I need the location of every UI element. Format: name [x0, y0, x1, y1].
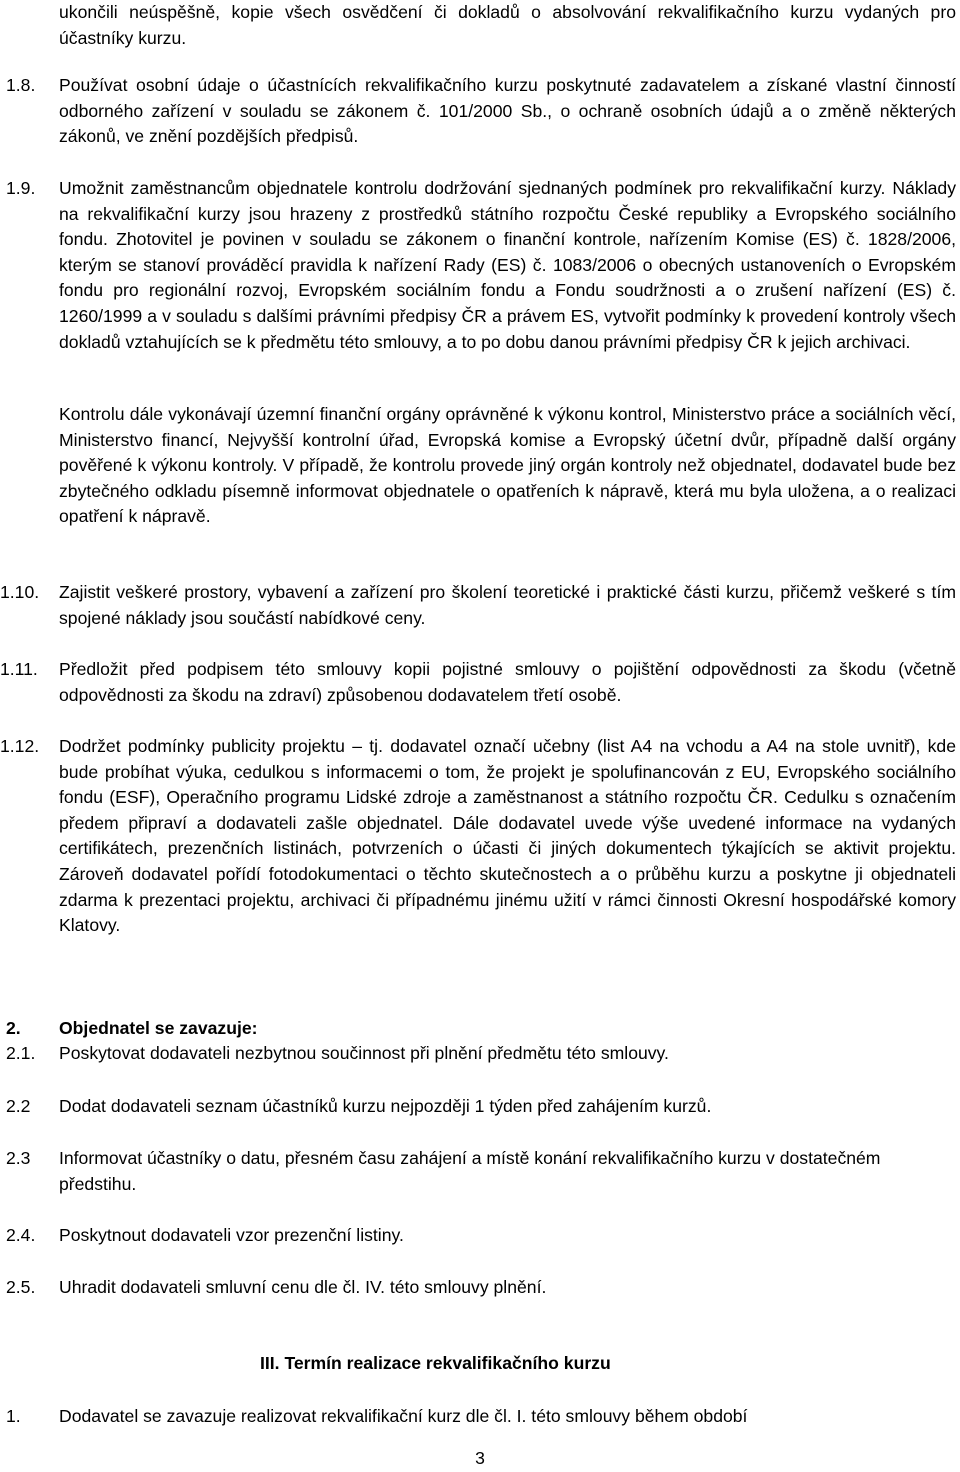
section-2-title: Objednatel se zavazuje:	[59, 1018, 258, 1038]
item-number: 2.1.	[6, 1043, 36, 1063]
item-number: 1.	[6, 1406, 21, 1426]
item-number: 2.2	[6, 1096, 31, 1116]
item-number: 1.12.	[0, 736, 40, 756]
item-text: Předložit před podpisem této smlouvy kopii pojistné smlouvy o pojištění odpovědnosti za škodu (včetně odpovědnosti za škodu na zdraví) způsobenou dodavatelem třetí osobě.	[59, 659, 956, 705]
item-number: 1.10.	[0, 582, 40, 602]
item-number: 1.8.	[6, 75, 36, 95]
item-text-continued: Kontrolu dále vykonávají územní finanční orgány oprávněné k výkonu kontrol, Ministerstvo práce a sociálních věcí, Ministerstvo financí, Nejvyšší kontrolní úřad, Evropská komise a Evropský účetní dvůr, případně další orgány pověřené k výkonu kontroly. V případě, že kontrolu provede jiný orgán kontroly než objednatel, dodavatel bude bez zbytečného odkladu písemně informovat objednatele o opatřeních k nápravě, která mu byla uložena, a o realizaci opatření k nápravě.	[59, 404, 956, 527]
item-text: Informovat účastníky o datu, přesném času zahájení a místě konání rekvalifikačního kurzu v dostatečném předstihu.	[59, 1148, 881, 1194]
item-text: Zajistit veškeré prostory, vybavení a zařízení pro školení teoretické i praktické části kurzu, přičemž veškeré s tím spojené náklady jsou součástí nabídkové ceny.	[59, 582, 956, 628]
continuation-text: ukončili neúspěšně, kopie všech osvědčení či dokladů o absolvování rekvalifikačního kurzu vydaných pro účastníky kurzu.	[59, 2, 956, 48]
item-text: Uhradit dodavateli smluvní cenu dle čl. IV. této smlouvy plnění.	[59, 1277, 547, 1297]
page-number: 3	[475, 1448, 485, 1468]
item-number: 2.5.	[6, 1277, 36, 1297]
item-text: Používat osobní údaje o účastnících rekvalifikačního kurzu poskytnuté zadavatelem a získané vlastní činností odborného zařízení v souladu se zákonem č. 101/2000 Sb., o ochraně osobních údajů a o změně některých zákonů, ve znění pozdějších předpisů.	[59, 75, 956, 147]
item-number: 2.4.	[6, 1225, 36, 1245]
section-3-title: III. Termín realizace rekvalifikačního kurzu	[260, 1353, 611, 1373]
item-text: Poskytovat dodavateli nezbytnou součinnost při plnění předmětu této smlouvy.	[59, 1043, 669, 1063]
item-text: Umožnit zaměstnancům objednatele kontrolu dodržování sjednaných podmínek pro rekvalifikační kurzy. Náklady na rekvalifikační kurzy jsou hrazeny z prostředků státního rozpočtu České republiky a Evropského sociálního fondu. Zhotovitel je povinen v souladu se zákonem o finanční kontrole, nařízením Komise (ES) č. 1828/2006, kterým se stanoví prováděcí pravidla k nařízení Rady (ES) č. 1083/2006 o obecných ustanoveních o Evropském fondu pro regionální rozvoj, Evropském sociálním fondu a Fondu soudržnosti a o zrušení nařízení (ES) č. 1260/1999 a v souladu s dalšími právními předpisy ČR a právem ES, vytvořit podmínky k provedení kontroly všech dokladů vztahujících se k předmětu této smlouvy, a to po dobu danou právními předpisy ČR k jejich archivaci.	[59, 178, 956, 352]
item-number: 2.3	[6, 1148, 31, 1168]
item-text: Poskytnout dodavateli vzor prezenční listiny.	[59, 1225, 404, 1245]
item-text: Dodržet podmínky publicity projektu – tj. dodavatel označí učebny (list A4 na vchodu a A4 na stole uvnitř), kde bude probíhat výuka, cedulkou s informacemi o tom, že projekt je spolufinancován z EU, Evropského sociálního fondu (ESF), Operačního programu Lidské zdroje a zaměstnanost a státního rozpočtu ČR. Cedulku s označením předem připraví a dodavateli zašle objednatel. Dále dodavatel uvede výše uvedené informace na vydaných certifikátech, prezenčních listinách, potvrzeních o účasti či jiných dokumentech týkajících se aktivit projektu. Zároveň dodavatel pořídí fotodokumentaci o těchto skutečnostech a o průběhu kurzu a poskytne ji objednateli zdarma k prezentaci projektu, archivaci či případnému jinému užití v rámci činnosti Okresní hospodářské komory Klatovy.	[59, 736, 956, 936]
item-text: Dodavatel se zavazuje realizovat rekvalifikační kurz dle čl. I. této smlouvy během období	[59, 1406, 748, 1426]
item-number: 1.11.	[0, 659, 38, 679]
section-2-number: 2.	[6, 1018, 21, 1038]
item-number: 1.9.	[6, 178, 36, 198]
item-text: Dodat dodavateli seznam účastníků kurzu nejpozději 1 týden před zahájením kurzů.	[59, 1096, 712, 1116]
